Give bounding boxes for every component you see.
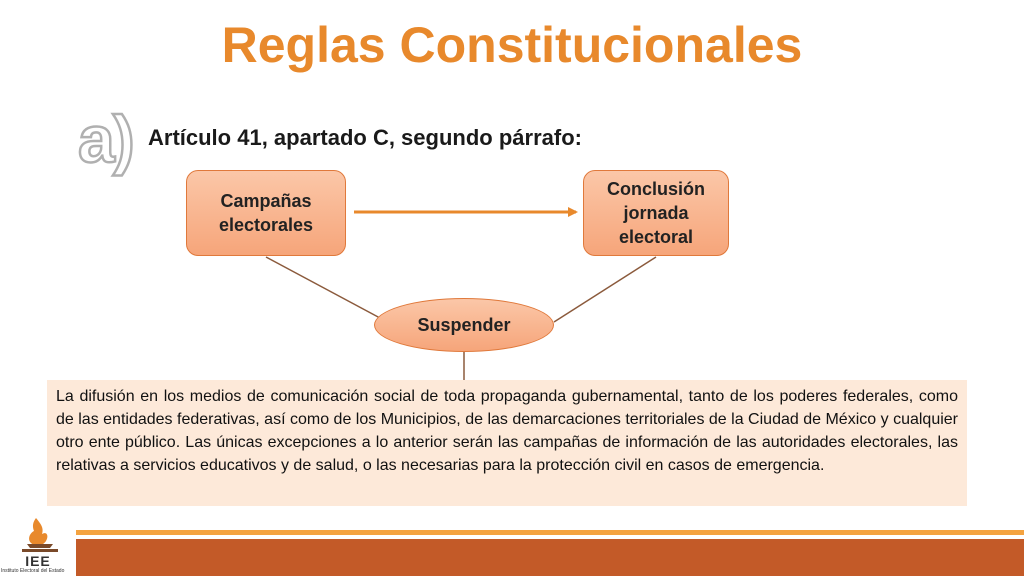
article-heading: Artículo 41, apartado C, segundo párrafo: (148, 125, 582, 150)
campaign-box-label: Campañas electorales (218, 191, 314, 235)
left-connector-line (266, 257, 380, 318)
logo-subtext: Instituto Electoral del Estado (1, 568, 65, 574)
campaign-box (186, 170, 346, 256)
item-letter: a) (78, 102, 133, 176)
footer-bar-thick (76, 539, 1024, 576)
conclusion-box (583, 170, 729, 256)
suspend-ellipse (374, 298, 554, 352)
footer-bar-thin (76, 530, 1024, 535)
conclusion-box-label: Conclusión jornada electoral (607, 179, 705, 247)
right-connector-line (554, 257, 656, 322)
slide-title: Reglas Constitucionales (221, 17, 803, 73)
suspend-label: Suspender (417, 314, 511, 335)
logo-text: IEE (25, 553, 51, 569)
body-text-panel: La difusión en los medios de comunicación social de toda propaganda gubernamental, tanto de los poderes federales, como de las entidades federativas, así como de los Municipios, de las demarcaciones territoriales de la Ciudad de México y cualquier otro ente público. Las únicas excepciones a lo anterior serán las campañas de información de las autoridades electorales, las relativas a servicios educativos y de salud, o las necesarias para la protección civil en casos de emergencia. (47, 380, 967, 506)
